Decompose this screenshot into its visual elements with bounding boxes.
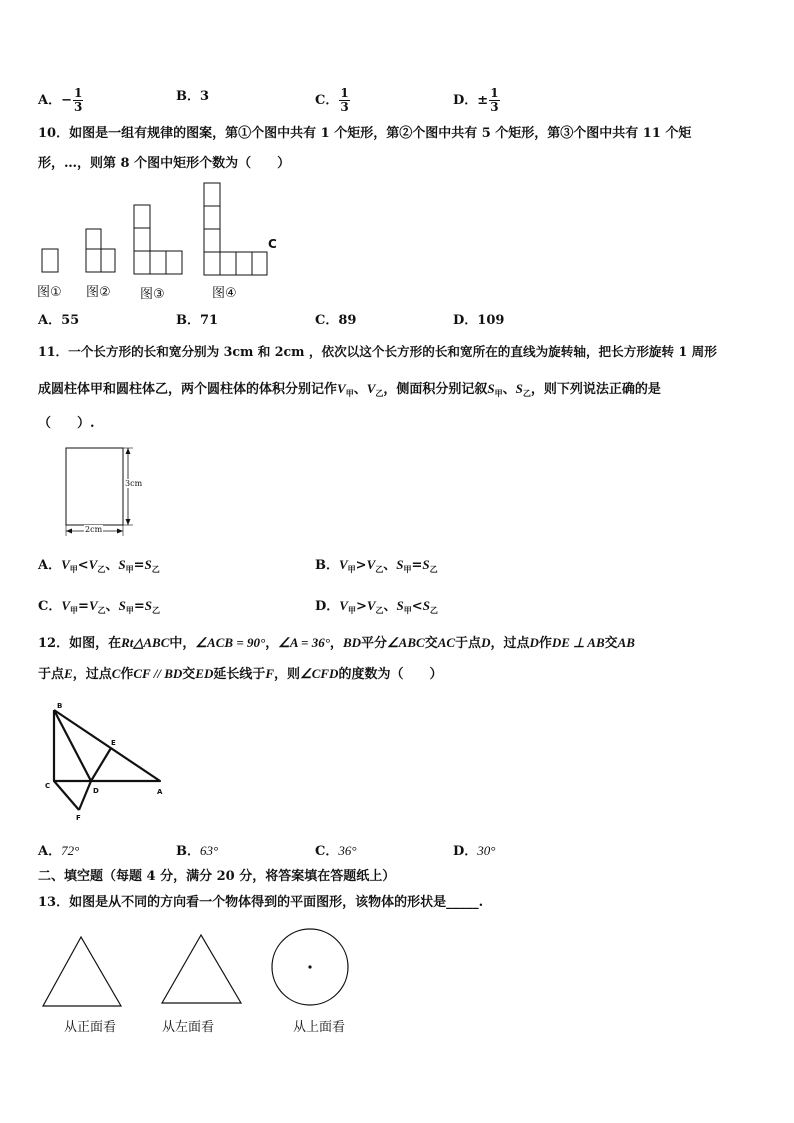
q11-a-s2: S (144, 557, 152, 572)
q12-point-d: D (481, 635, 491, 650)
q11-v-jia: V (337, 381, 346, 396)
q11-b-v2: V (366, 557, 376, 572)
q11-s-jia: S (487, 381, 495, 396)
q11-d-s: S (396, 598, 404, 613)
q12-point-c: C (111, 666, 121, 681)
q9-option-d-denominator: 3 (490, 100, 499, 114)
q9-option-d-numerator: 1 (490, 86, 499, 100)
q12-text-2b: ，过点 (72, 667, 112, 682)
q9-option-d-letter: D． (453, 93, 478, 108)
q12-option-b-value: 63° (200, 843, 219, 858)
q11-line-1: 11．一个长方形的长和宽分别为 3cm 和 2cm ，依次以这个长方形的长和宽所在的直线为旋转轴，把长方形旋转 1 周形 (38, 344, 717, 359)
q12-angle-cfd: ∠CFD (300, 666, 339, 681)
q11-line-2-text-c: ，则下列说法正确的是 (530, 382, 661, 397)
q12-text-2e: 延长线于 (213, 667, 266, 682)
q11-c-s: S (118, 598, 126, 613)
q10-option-d: D．109 (453, 313, 505, 328)
q10-line-1: 10．如图是一组有规律的图案，第①个图中共有 1 个矩形，第②个图中共有 5 个矩形，第③个图中共有 11 个矩 (38, 126, 692, 141)
q11-option-d-letter: D． (315, 599, 340, 614)
section-2-title: 二、填空题（每题 4 分，满分 20 分，将答案填在答题纸上） (38, 869, 396, 884)
q11-s-jia-sub: 甲 (494, 388, 503, 398)
q12-rt-triangle: Rt△ABC (121, 635, 170, 650)
q11-d-v-rel: > (355, 599, 367, 614)
q11-c-v: V (61, 598, 71, 613)
q12-text-f: 交 (424, 636, 438, 651)
q12-text-d: ， (329, 636, 343, 651)
q11-v-yi-sub: 乙 (375, 388, 384, 398)
q10-option-a: A．55 (38, 313, 80, 328)
q11-d-s-rel: < (411, 599, 423, 614)
q11-b-comma: 、 (383, 558, 397, 573)
q13-caption-left: 从左面看 (162, 1020, 215, 1035)
q12-ac: AC (437, 635, 456, 650)
q11-a-s-sub-yi: 乙 (151, 564, 160, 574)
q12-label-e: E (111, 739, 116, 747)
q12-text-i: 作 (538, 636, 552, 651)
q11-option-b-letter: B． (315, 558, 339, 573)
q10-option-c: C．89 (315, 313, 357, 328)
q12-bd: BD (342, 635, 361, 650)
q12-point-d-2: D (529, 635, 539, 650)
q12-angle-acb: ∠ACB = 90° (195, 635, 266, 650)
q11-s-yi-sub: 乙 (522, 388, 531, 398)
q11-d-v: V (339, 598, 348, 613)
q11-c-v2: V (88, 598, 98, 613)
q11-c-v-sub-yi: 乙 (97, 605, 106, 615)
q13-caption-top: 从上面看 (293, 1020, 346, 1035)
q11-width-label: 2cm (85, 525, 103, 534)
q12-label-d: D (93, 787, 99, 795)
q12-ed: ED (195, 666, 214, 681)
q10-caption-1: 图① (37, 285, 62, 300)
q13-line-1: 13．如图是从不同的方向看一个物体得到的平面图形，该物体的形状是_____. (38, 895, 484, 910)
left-view-triangle (162, 935, 241, 1003)
q11-c-comma: 、 (105, 599, 119, 614)
q11-b-v-sub-jia: 甲 (347, 564, 356, 574)
q11-a-v-rel: < (77, 558, 89, 573)
q12-angle-a: ∠A = 36° (278, 635, 330, 650)
q9-option-c-letter: C． (315, 93, 339, 108)
q11-line-2-text: 成圆柱体甲和圆柱体乙，两个圆柱体的体积分别记作 (38, 382, 338, 397)
q11-a-v-sub-yi: 乙 (97, 564, 106, 574)
q11-height-label: 3cm (125, 479, 143, 488)
q11-a-v-sub-jia: 甲 (69, 564, 78, 574)
q11-d-v-sub-jia: 甲 (347, 605, 356, 615)
q9-option-a-sign: − (61, 93, 72, 108)
q11-c-s-sub-yi: 乙 (152, 605, 160, 615)
q11-line-2-text-b: ，侧面积分别记叙 (383, 382, 488, 397)
q11-b-v-sub-yi: 乙 (375, 564, 384, 574)
q11-b-s: S (396, 557, 404, 572)
q11-v-yi: V (366, 381, 376, 396)
q11-d-v-sub-yi: 乙 (375, 605, 384, 615)
front-view-triangle (43, 937, 121, 1006)
q12-text-a: 12．如图，在 (38, 636, 122, 651)
q11-a-s-sub-jia: 甲 (125, 564, 134, 574)
q12-cf-bd: CF // BD (133, 666, 183, 681)
q12-label-a: A (157, 788, 163, 796)
q10-caption-4: 图④ (212, 286, 237, 301)
q12-option-d-letter: D． (453, 844, 478, 859)
q12-de-ab: DE ⊥ AB (551, 635, 605, 650)
q12-text-j: 交 (604, 636, 618, 651)
q10-caption-2: 图② (86, 285, 111, 300)
q12-text-2d: 交 (182, 667, 196, 682)
q9-option-c-numerator: 1 (340, 86, 349, 100)
q11-line-3: （ ）. (38, 416, 95, 431)
q12-text-g: 于点 (455, 636, 482, 651)
q11-c-s2: S (144, 598, 152, 613)
q12-option-a-letter: A． (38, 844, 62, 859)
q12-text-b: 中， (169, 636, 196, 651)
q12-option-d-value: 30° (477, 843, 496, 858)
q11-v-jia-sub: 甲 (345, 388, 354, 398)
q11-c-v-rel: = (78, 599, 89, 614)
q11-c-s-rel: = (133, 599, 145, 614)
q12-label-f: F (76, 814, 81, 822)
q9-option-b: B．3 (176, 89, 210, 104)
q11-a-s: S (118, 557, 126, 572)
q12-text-2a: 于点 (38, 667, 65, 682)
q9-option-a-denominator: 3 (74, 100, 83, 114)
q11-d-v2: V (366, 598, 376, 613)
q12-option-c-letter: C． (315, 844, 339, 859)
q12-text-h: ，过点 (490, 636, 530, 651)
q11-b-v-rel: > (355, 558, 367, 573)
q12-text-2f: ，则 (274, 667, 301, 682)
q12-point-e: E (64, 666, 73, 681)
q9-option-c-denominator: 3 (340, 100, 349, 114)
top-view-center-dot (308, 965, 311, 968)
q11-c-v-sub-jia: 甲 (70, 605, 79, 615)
q11-a-comma: 、 (105, 558, 119, 573)
q12-point-f: F (265, 666, 275, 681)
q12-option-b-letter: B． (176, 844, 200, 859)
q13-caption-front: 从正面看 (64, 1020, 117, 1035)
q10-option-b: B．71 (176, 313, 219, 328)
q11-sep-1: 、 (353, 382, 367, 397)
q11-b-s-rel: = (411, 558, 423, 573)
q10-caption-3: 图③ (140, 287, 165, 302)
q11-b-s2: S (422, 557, 430, 572)
q11-s-yi: S (515, 381, 523, 396)
q12-text-2c: 作 (120, 667, 134, 682)
q9-option-d-sign: ± (477, 93, 489, 108)
q12-label-c: C (45, 782, 51, 790)
q11-d-comma: 、 (383, 599, 397, 614)
q12-option-a-value: 72° (61, 843, 80, 858)
q11-b-v: V (339, 557, 348, 572)
q12-text-2g: 的度数为（ ） (338, 667, 443, 682)
q11-sep-2: 、 (502, 382, 516, 397)
q11-d-s-sub-yi: 乙 (429, 605, 438, 615)
q11-b-s-sub-jia: 甲 (403, 564, 412, 574)
q11-d-s2: S (422, 598, 430, 613)
q9-option-a-numerator: 1 (74, 86, 83, 100)
q11-option-c-letter: C． (38, 599, 62, 614)
q12-ab: AB (617, 635, 635, 650)
q11-a-v: V (61, 557, 70, 572)
q11-a-v2: V (88, 557, 98, 572)
q9-option-a-letter: A． (38, 93, 62, 108)
q10-line-2: 形，…，则第 8 个图中矩形个数为（ ） (38, 156, 291, 171)
q12-text-e: 平分 (361, 636, 388, 651)
q11-c-s-sub-jia: 甲 (125, 605, 134, 615)
q10-fig-c-label: C (268, 237, 277, 251)
q11-a-s-rel: = (133, 558, 145, 573)
q12-option-c-value: 36° (338, 843, 357, 858)
q11-d-s-sub-jia: 甲 (403, 605, 412, 615)
q12-angle-abc: ∠ABC (387, 635, 425, 650)
q12-label-b: B (57, 702, 63, 710)
q12-text-c: ， (265, 636, 279, 651)
q11-b-s-sub-yi: 乙 (429, 564, 438, 574)
q11-option-a-letter: A． (38, 558, 62, 573)
